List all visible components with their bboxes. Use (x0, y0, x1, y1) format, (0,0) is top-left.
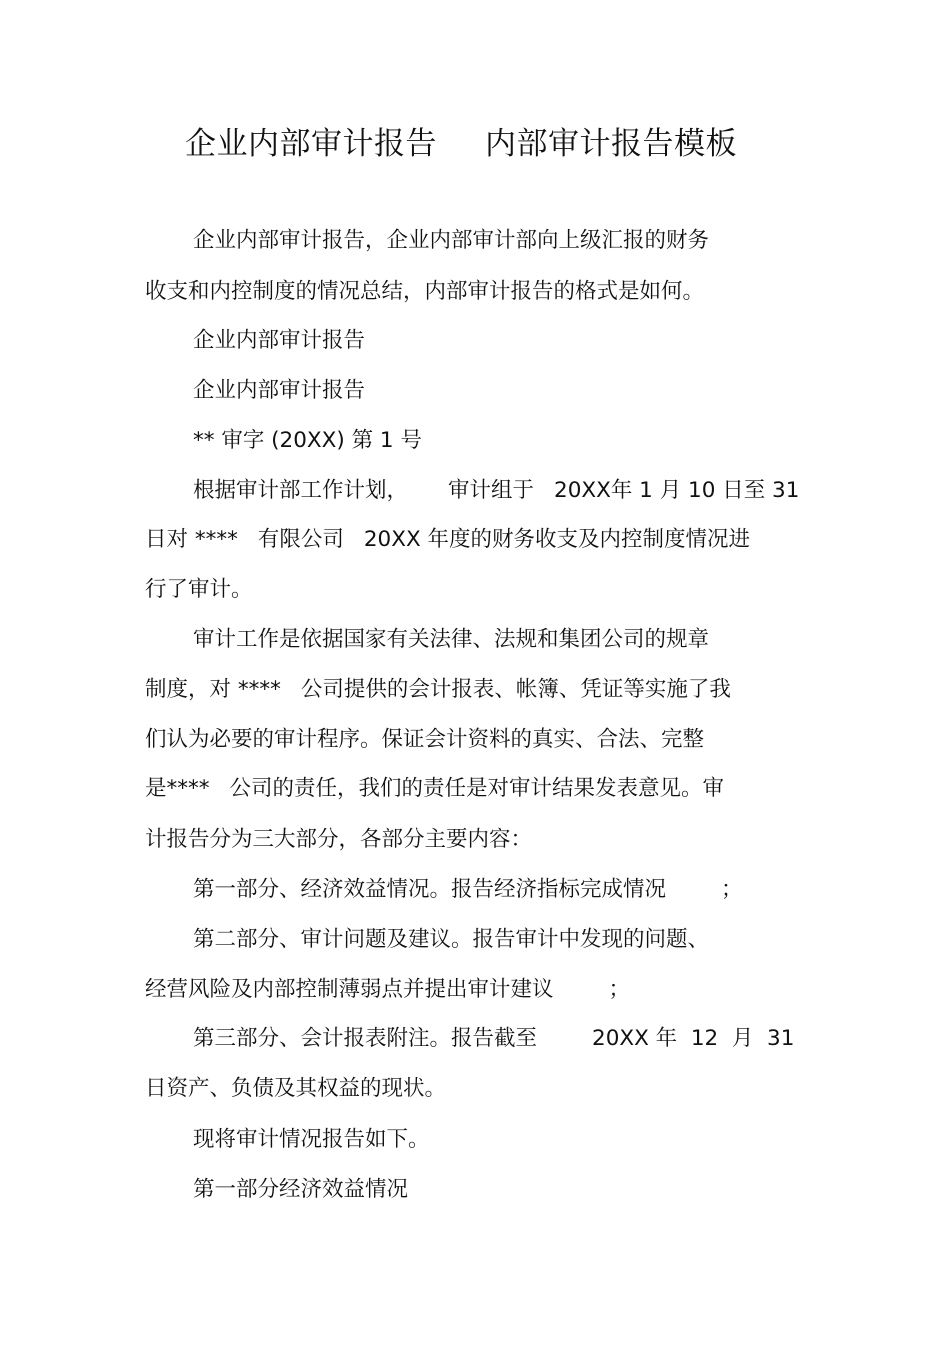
audit-work-line-4-a: 是**** (145, 776, 210, 801)
audit-work-line-2 (145, 674, 731, 706)
intro-line-1: 企业内部审计报告，企业内部审计部向上级汇报的财务 (193, 228, 710, 253)
audit-work-line-2-b: 公司提供的会计报表、帐簿、凭证等实施了我 (300, 677, 731, 702)
part1-end: ； (721, 877, 743, 902)
audit-work-line-5: 计报告分为三大部分，各部分主要内容： (145, 827, 533, 852)
document-number: ** 审字 (20XX) 第 1 号 (193, 428, 422, 453)
basis-line-2-a: 日对 **** (145, 527, 238, 552)
part3-line-2: 日资产、负债及其权益的现状。 (145, 1076, 447, 1101)
audit-work-line-2-a: 制度，对 **** (145, 677, 281, 702)
basis-line-1-a: 根据审计部工作计划， (193, 478, 409, 503)
basis-line-1-b: 审计组于 (448, 478, 535, 503)
audit-work-line-4 (145, 773, 724, 805)
report-heading-1: 企业内部审计报告 (193, 328, 366, 353)
part1-text: 第一部分、经济效益情况。报告经济指标完成情况 (193, 877, 667, 902)
title-sub: 内部审计报告模板 (485, 126, 737, 162)
audit-work-line-3: 们认为必要的审计程序。保证会计资料的真实、合法、完整 (145, 727, 705, 752)
section1-heading: 第一部分经济效益情况 (193, 1177, 409, 1202)
basis-line-2 (145, 524, 750, 556)
audit-work-line-4-b: 公司的责任，我们的责任是对审计结果发表意见。审 (229, 776, 725, 801)
basis-line-1 (193, 475, 799, 507)
part3-line-1-b: 20XX 年 12 月 31 (592, 1026, 795, 1051)
basis-line-2-c: 20XX 年度的财务收支及内控制度情况进 (363, 527, 751, 552)
part3-line-1 (193, 1023, 794, 1055)
document-title (185, 122, 737, 166)
audit-work-line-1: 审计工作是依据国家有关法律、法规和集团公司的规章 (193, 627, 710, 652)
basis-line-2-b: 有限公司 (257, 527, 344, 552)
basis-line-3: 行了审计。 (145, 577, 253, 602)
part2-line-2-text: 经营风险及内部控制薄弱点并提出审计建议 (145, 977, 554, 1002)
report-follows: 现将审计情况报告如下。 (193, 1127, 430, 1152)
part3-line-1-a: 第三部分、会计报表附注。报告截至 (193, 1026, 538, 1051)
part2-line-2 (145, 974, 630, 1006)
intro-line-2: 收支和内控制度的情况总结，内部审计报告的格式是如何。 (145, 279, 705, 304)
title-main: 企业内部审计报告 (185, 126, 437, 162)
report-heading-2: 企业内部审计报告 (193, 378, 366, 403)
part1-line (193, 874, 743, 906)
part2-end: ； (608, 977, 631, 1002)
basis-line-1-c: 20XX年 1 月 10 日至 31 (554, 478, 800, 503)
part2-line-1: 第二部分、审计问题及建议。报告审计中发现的问题、 (193, 927, 710, 952)
